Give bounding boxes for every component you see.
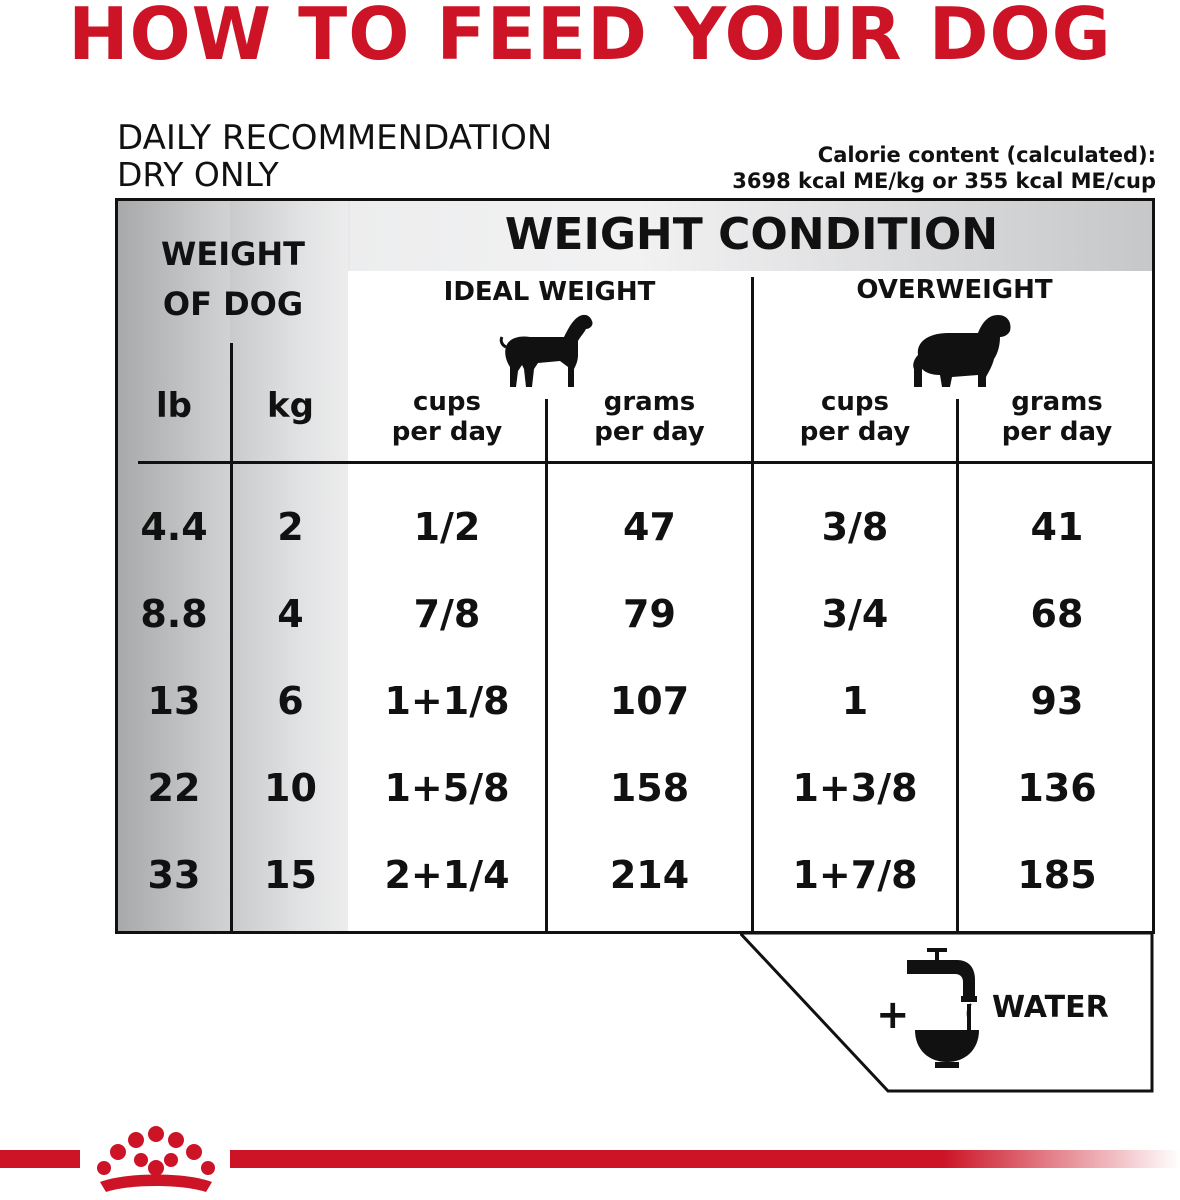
dry-only-label: DRY ONLY (117, 155, 279, 194)
kg-cell: 6 (277, 679, 304, 723)
table-row (118, 845, 1155, 905)
kg-cell: 10 (264, 766, 317, 810)
ideal-grams-cell: 107 (609, 679, 690, 723)
footer-rule-right (230, 1150, 1180, 1168)
ideal-grams-cell: 79 (623, 592, 676, 636)
kg-cell: 15 (264, 853, 317, 897)
over-cups-cell: 1+7/8 (792, 853, 918, 897)
calorie-content (732, 142, 1156, 194)
over-grams-cell: 68 (1030, 592, 1084, 636)
ideal-cups-line1: cups (412, 387, 481, 417)
ideal-cups-cell: 1/2 (413, 505, 481, 549)
over-cups-heading (754, 387, 956, 447)
lb-heading: lb (156, 386, 192, 426)
daily-recommendation-label: DAILY RECOMMENDATION (117, 118, 553, 158)
over-grams-cell: 136 (1017, 766, 1097, 810)
calorie-content-line1: Calorie content (calculated): (817, 143, 1156, 167)
dog-overweight-icon (908, 311, 1018, 391)
ideal-cups-heading (350, 387, 544, 447)
ideal-grams-cell: 158 (609, 766, 690, 810)
ideal-cups-line2: per day (391, 417, 503, 447)
crown-logo-icon (86, 1120, 226, 1200)
ideal-cups-cell: 2+1/4 (384, 853, 510, 897)
over-grams-cell: 41 (1030, 505, 1084, 549)
over-cups-cell: 3/4 (821, 592, 889, 636)
table-row (118, 497, 1155, 557)
ideal-cups-cell: 1+1/8 (384, 679, 510, 723)
water-label: WATER (992, 990, 1109, 1025)
over-grams-cell: 93 (1030, 679, 1084, 723)
ideal-grams-cell: 214 (609, 853, 690, 897)
over-cups-line2: per day (799, 417, 911, 447)
ideal-cups-cell: 1+5/8 (384, 766, 510, 810)
ideal-weight-heading: IDEAL WEIGHT (443, 277, 656, 307)
table-row (118, 671, 1155, 731)
dog-ideal-icon (498, 311, 598, 391)
over-cups-line1: cups (820, 387, 889, 417)
kg-cell: 4 (277, 592, 304, 636)
weight-of-dog-heading (118, 229, 348, 329)
table-row (118, 584, 1155, 644)
ideal-grams-cell: 47 (623, 505, 676, 549)
weight-condition-heading: WEIGHT CONDITION (504, 209, 999, 260)
lb-cell: 13 (147, 679, 201, 723)
page-title: HOW TO FEED YOUR DOG (68, 0, 1112, 76)
lb-cell: 33 (147, 853, 201, 897)
header-rule (138, 461, 1155, 464)
faucet-bowl-icon (905, 946, 985, 1072)
weight-of-dog-line1: WEIGHT (161, 235, 305, 273)
overweight-heading: OVERWEIGHT (856, 275, 1053, 305)
lb-cell: 8.8 (140, 592, 208, 636)
ideal-cups-cell: 7/8 (413, 592, 481, 636)
lb-cell: 4.4 (140, 505, 208, 549)
over-cups-cell: 1+3/8 (792, 766, 918, 810)
over-grams-line1: grams (1011, 387, 1103, 417)
over-cups-cell: 3/8 (821, 505, 889, 549)
over-grams-line2: per day (1001, 417, 1113, 447)
over-cups-cell: 1 (841, 679, 869, 723)
feeding-table (115, 198, 1155, 934)
over-grams-cell: 185 (1017, 853, 1097, 897)
kg-cell: 2 (277, 505, 304, 549)
over-grams-heading (959, 387, 1155, 447)
kg-heading: kg (267, 386, 314, 426)
ideal-grams-line2: per day (594, 417, 705, 447)
table-row (118, 758, 1155, 818)
water-plus-sign: + (876, 992, 910, 1038)
footer-rule-left (0, 1150, 80, 1168)
lb-cell: 22 (147, 766, 201, 810)
ideal-grams-heading (548, 387, 751, 447)
ideal-grams-line1: grams (603, 387, 696, 417)
weight-of-dog-line2: OF DOG (162, 285, 304, 323)
calorie-content-line2: 3698 kcal ME/kg or 355 kcal ME/cup (732, 169, 1156, 193)
